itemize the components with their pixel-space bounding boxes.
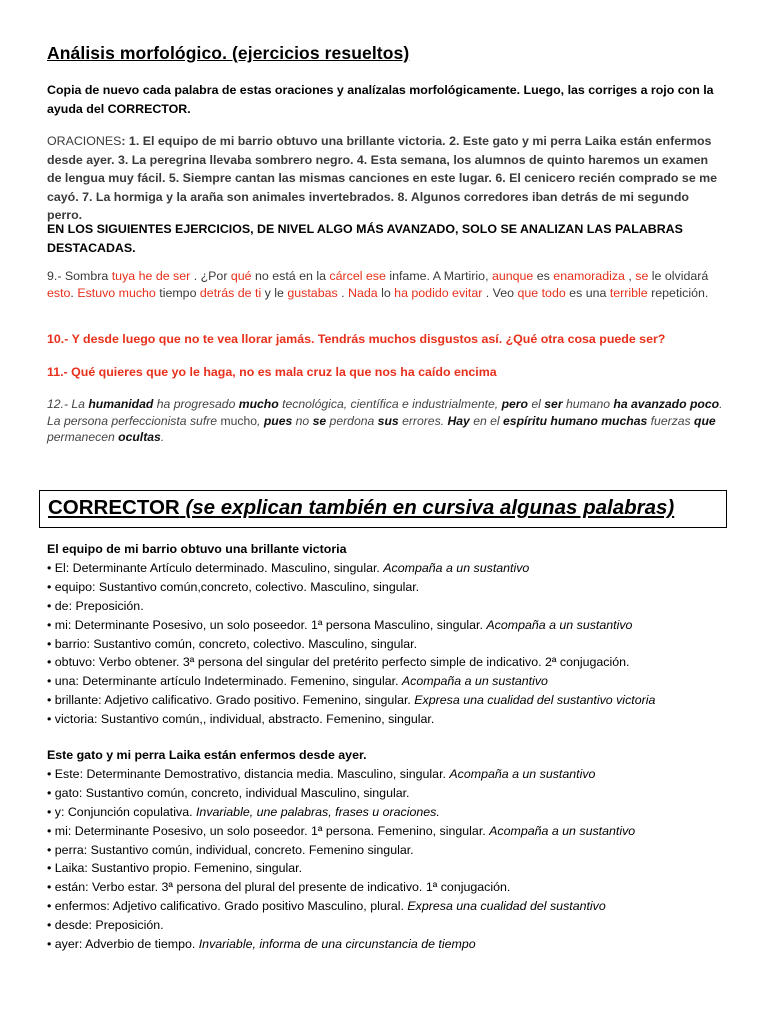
text-run: ocultas bbox=[118, 430, 161, 444]
text-run: ha avanzado poco bbox=[613, 397, 720, 411]
text-run: espíritu humano muchas bbox=[503, 413, 648, 428]
text-run: pues bbox=[263, 413, 293, 428]
list-item bbox=[47, 653, 747, 672]
exercise-11: 11.- Qué quieres que yo le haga, no es mala cruz la que nos ha caído encima bbox=[47, 365, 497, 379]
text-run: Nada bbox=[348, 285, 378, 300]
section-item-list bbox=[47, 559, 747, 729]
item-analysis: • El: Determinante Artículo determinado. Masculino, singular. bbox=[47, 560, 384, 575]
item-analysis: • mi: Determinante Posesivo, un solo poseedor. 1ª persona. Femenino, singular. bbox=[47, 823, 490, 838]
text-run: Estuvo mucho bbox=[77, 285, 156, 300]
text-run: humanidad bbox=[88, 397, 154, 411]
text-run: que todo bbox=[517, 285, 566, 300]
text-run: . bbox=[160, 430, 165, 444]
text-run: . Veo bbox=[482, 285, 518, 300]
list-item bbox=[47, 691, 747, 710]
item-analysis: • de: Preposición. bbox=[47, 598, 144, 613]
text-run: . bbox=[337, 285, 349, 300]
list-item bbox=[47, 710, 747, 729]
item-analysis: • barrio: Sustantivo común, concreto, colectivo. Masculino, singular. bbox=[47, 636, 418, 651]
text-run: terrible bbox=[609, 285, 648, 300]
list-item bbox=[47, 635, 747, 654]
corrector-section-2 bbox=[47, 746, 747, 954]
item-analysis: • victoria: Sustantivo común,, individual, abstracto. Femenino, singular. bbox=[47, 712, 435, 727]
list-item bbox=[47, 916, 747, 935]
text-run: es una bbox=[565, 285, 610, 300]
text-run: qué bbox=[230, 269, 252, 283]
section-heading: Este gato y mi perra Laika están enfermos desde ayer. bbox=[47, 748, 367, 762]
text-run: errores. bbox=[398, 413, 448, 428]
item-explanation: Acompaña a un sustantivo bbox=[486, 617, 633, 632]
text-run: humano bbox=[562, 397, 614, 411]
text-run: fuerzas bbox=[647, 413, 695, 428]
text-run: 9.- Sombra bbox=[47, 269, 112, 283]
oraciones-paragraph bbox=[47, 132, 723, 225]
list-item bbox=[47, 672, 747, 691]
text-run: Hay bbox=[447, 413, 470, 428]
list-item bbox=[47, 897, 747, 916]
item-explanation: Invariable, informa de una circunstancia de tiempo bbox=[198, 937, 476, 952]
text-run: infame. A Martirio, bbox=[385, 269, 492, 283]
item-analysis: • equipo: Sustantivo común,concreto, colectivo. Masculino, singular. bbox=[47, 579, 420, 594]
item-analysis: • están: Verbo estar. 3ª persona del plural del presente de indicativo. 1ª conjugación. bbox=[47, 880, 511, 895]
text-run: tuya he de ser bbox=[111, 269, 191, 283]
text-run: . ¿Por bbox=[190, 269, 231, 283]
text-run: el bbox=[528, 397, 545, 411]
item-analysis: • una: Determinante artículo Indeterminado. Femenino, singular. bbox=[47, 674, 402, 689]
text-run: le olvidará bbox=[648, 269, 709, 283]
corrector-heading-box bbox=[39, 490, 727, 528]
item-analysis: • enfermos: Adjetivo calificativo. Grado positivo Masculino, plural. bbox=[47, 899, 408, 914]
list-item bbox=[47, 822, 747, 841]
text-run: en el bbox=[469, 413, 504, 428]
text-run: sus bbox=[377, 413, 399, 428]
corrector-subtitle: (se explican también en cursiva algunas palabras) bbox=[185, 496, 675, 519]
intro-instructions: Copia de nuevo cada palabra de estas oraciones y analízalas morfológicamente. Luego, las corriges a rojo con la ayuda del CORRECTOR. bbox=[47, 83, 714, 116]
text-run: se bbox=[312, 413, 327, 428]
text-run: , bbox=[624, 269, 636, 283]
corrector-word: CORRECTOR bbox=[48, 496, 180, 519]
text-run: tecnológica, científica e industrialmente, bbox=[278, 397, 502, 411]
advanced-heading: EN LOS SIGUIENTES EJERCICIOS, DE NIVEL ALGO MÁS AVANZADO, SOLO SE ANALIZAN LAS PALABRAS DESTACADAS. bbox=[47, 222, 683, 255]
item-explanation: Acompaña a un sustantivo bbox=[383, 560, 530, 575]
item-explanation: Acompaña a un sustantivo bbox=[401, 674, 548, 689]
text-run: no está en la bbox=[251, 269, 330, 283]
text-run: gustabas bbox=[287, 285, 338, 300]
item-explanation: Acompaña a un sustantivo bbox=[489, 823, 636, 838]
text-run: aunque bbox=[491, 269, 534, 283]
list-item bbox=[47, 803, 747, 822]
text-run: , bbox=[257, 413, 264, 428]
list-item bbox=[47, 559, 747, 578]
list-item bbox=[47, 597, 747, 616]
text-run: se bbox=[635, 269, 649, 283]
text-run: lo bbox=[377, 285, 395, 300]
text-run: esto bbox=[47, 285, 71, 300]
item-analysis: • obtuvo: Verbo obtener. 3ª persona del singular del pretérito perfecto simple de indicativo. 2ª conjugación. bbox=[47, 655, 630, 670]
list-item bbox=[47, 765, 747, 784]
text-run: pero bbox=[501, 397, 528, 411]
text-run: es bbox=[533, 269, 554, 283]
oraciones-label: ORACIONES bbox=[47, 134, 122, 148]
page-title: Análisis morfológico. (ejercicios resueltos) bbox=[47, 43, 410, 63]
item-explanation: Expresa una cualidad del sustantivo victoria bbox=[414, 693, 656, 708]
item-analysis: • gato: Sustantivo común, concreto, individual Masculino, singular. bbox=[47, 785, 410, 800]
text-run: y le bbox=[261, 285, 288, 300]
item-explanation: Invariable, une palabras, frases u oraciones. bbox=[195, 804, 440, 819]
list-item bbox=[47, 878, 747, 897]
text-run: permanecen bbox=[47, 430, 119, 444]
list-item bbox=[47, 578, 747, 597]
list-item bbox=[47, 616, 747, 635]
item-analysis: • brillante: Adjetivo calificativo. Grado positivo. Femenino, singular. bbox=[47, 693, 415, 708]
item-analysis: • Laika: Sustantivo propio. Femenino, singular. bbox=[47, 861, 303, 876]
text-run: no bbox=[292, 413, 313, 428]
text-run: perdona bbox=[326, 413, 378, 428]
exercise-10: 10.- Y desde luego que no te vea llorar jamás. Tendrás muchos disgustos así. ¿Qué otra cosa puede ser? bbox=[47, 332, 666, 346]
section-item-list bbox=[47, 765, 747, 954]
text-run: ha podido evitar bbox=[394, 285, 483, 300]
text-run: ha progresado bbox=[153, 397, 239, 411]
list-item bbox=[47, 784, 747, 803]
text-run: mucho bbox=[238, 397, 279, 411]
list-item bbox=[47, 841, 747, 860]
text-run: repetición. bbox=[647, 285, 709, 300]
item-analysis: • Este: Determinante Demostrativo, distancia media. Masculino, singular. bbox=[47, 766, 450, 781]
text-run: . La persona perfeccionista sufre bbox=[47, 397, 723, 428]
oraciones-text: : 1. El equipo de mi barrio obtuvo una brillante victoria. 2. Este gato y mi perra Laika están enfermos desde ayer. 3. La peregrina llevaba sombrero negro. 4. Esta semana, los alumnos de quinto haremos un examen de lengua muy fácil. 5. Siempre cantan las mismas canciones en este lugar. 6. El cenicero recién comprado se me cayó. 7. La hormiga y la araña son animales invertebrados. 8. Algunos corredores iban detrás de mi segundo perro. bbox=[47, 134, 718, 223]
list-item bbox=[47, 935, 747, 954]
item-explanation: Expresa una cualidad del sustantivo bbox=[407, 899, 606, 914]
item-explanation: Acompaña a un sustantivo bbox=[449, 766, 596, 781]
text-run: ser bbox=[544, 397, 563, 411]
exercise-9 bbox=[47, 268, 723, 302]
text-run: que bbox=[694, 413, 716, 428]
item-analysis: • perra: Sustantivo común, individual, concreto. Femenino singular. bbox=[47, 842, 414, 857]
text-run: 12.- La bbox=[47, 397, 89, 411]
text-run: enamoradiza bbox=[553, 269, 625, 283]
section-heading: El equipo de mi barrio obtuvo una brillante victoria bbox=[47, 542, 347, 556]
item-analysis: • y: Conjunción copulativa. bbox=[47, 804, 196, 819]
list-item bbox=[47, 859, 747, 878]
item-analysis: • ayer: Adverbio de tiempo. bbox=[47, 937, 199, 952]
text-run: mucho bbox=[220, 413, 258, 428]
text-run: . bbox=[70, 285, 78, 300]
corrector-section-1 bbox=[47, 540, 747, 729]
item-analysis: • mi: Determinante Posesivo, un solo poseedor. 1ª persona Masculino, singular. bbox=[47, 617, 487, 632]
text-run: cárcel ese bbox=[329, 269, 386, 283]
text-run: detrás de ti bbox=[199, 285, 262, 300]
exercise-12 bbox=[47, 396, 723, 446]
item-analysis: • desde: Preposición. bbox=[47, 918, 164, 933]
text-run: tiempo bbox=[155, 285, 200, 300]
